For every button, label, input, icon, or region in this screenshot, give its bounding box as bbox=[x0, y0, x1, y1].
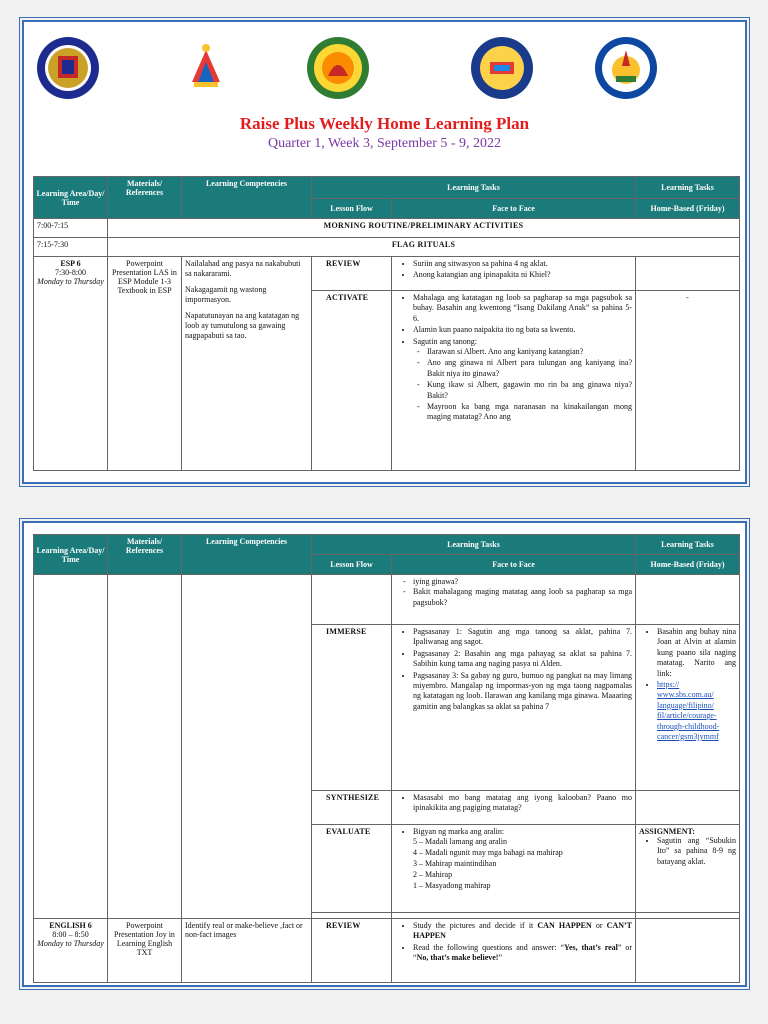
document-page-2 bbox=[22, 521, 747, 987]
sub-item: - Mayroon ka bang mga naranasan na kinakailangan mong maging matatag? Ano ang bbox=[427, 402, 632, 423]
learning-plan-table-continued bbox=[33, 534, 740, 983]
col-tasks-home: Learning Tasks bbox=[636, 177, 740, 199]
division-icon bbox=[306, 36, 370, 100]
col-area: Learning Area/Day/ Time bbox=[34, 535, 108, 575]
competency: Nakagagamit ng wastong impormasyon. bbox=[185, 285, 267, 304]
school-icon bbox=[594, 36, 658, 100]
list-item: • Pagsasanay 2: Basahin ang mga pahayag sa aklat sa pahina 7. Sabihin kung tama ang naging pasya ni Alden. bbox=[413, 649, 632, 670]
col-tasks: Learning Tasks bbox=[312, 177, 636, 199]
competency: Napatutunayan na ang katatagan ng loob ay tumutulong sa gawaing nagpapabuti sa tao. bbox=[185, 311, 300, 340]
home-cell bbox=[636, 257, 740, 291]
list-item-text: Bigyan ng marka ang aralin: bbox=[413, 827, 505, 836]
text: or bbox=[591, 921, 607, 930]
sub-item: - Bakit mahalagang maging matatag aang loob sa pagharap sa mga pagsubok? bbox=[413, 587, 632, 608]
activate-content-cont bbox=[392, 575, 636, 625]
esp-area-cell bbox=[34, 257, 108, 471]
list-item: • Suriin ang sitwasyon sa pahina 4 ng aklat. bbox=[413, 259, 632, 269]
home-cell bbox=[636, 919, 740, 983]
home-cell bbox=[636, 575, 740, 625]
list-item: • Pagsasanay 3: Sa gabay ng guro, bumuo ng pangkat na may limang miyembro. Mangalap ng impormas-yon ng mga taong nagpamalas ng katatagan ng loob. Ilarawan ang kanilang mga ginawa. Maaaring gamitin ang balangkas sa aklat sa pahina 7 bbox=[413, 671, 632, 713]
col-competencies: Learning Competencies bbox=[182, 535, 312, 575]
col-face: Face to Face bbox=[392, 199, 636, 219]
list-item: • Pagsasanay 1: Sagutin ang mga tanong sa aklat, pahina 7. Ipaliwanag ang sagot. bbox=[413, 627, 632, 648]
evaluate-content bbox=[392, 825, 636, 913]
col-lesson-flow: Lesson Flow bbox=[312, 199, 392, 219]
english-review-content bbox=[392, 919, 636, 983]
rating-item: 5 – Madali lamang ang aralin bbox=[413, 837, 507, 847]
area-days: Monday to Thursday bbox=[37, 939, 104, 948]
text: Read the following questions and answer: “ bbox=[413, 942, 565, 952]
list-item: • Basahin ang buhay nina Joan at Alvin at alamin kung paano sila naging matatag. Narito ang link: bbox=[657, 627, 736, 679]
synthesize-content bbox=[392, 791, 636, 825]
emphasis: CAN’T HAPPEN bbox=[413, 921, 633, 941]
list-item bbox=[413, 943, 632, 964]
flag-label: FLAG RITUALS bbox=[108, 238, 740, 257]
logo-row bbox=[24, 36, 745, 116]
area-name: ENGLISH 6 bbox=[49, 921, 92, 930]
competencies-cell bbox=[182, 575, 312, 919]
text: ” or “ bbox=[413, 942, 633, 963]
sub-item: - Kung ikaw si Albert, gagawin mo rin ba ang ginawa niya? Bakit? bbox=[427, 380, 632, 401]
col-home: Home-Based (Friday) bbox=[636, 555, 740, 575]
assignment-label: ASSIGNMENT bbox=[639, 827, 693, 836]
english-area-cell bbox=[34, 919, 108, 983]
area-name: ESP 6 bbox=[60, 259, 81, 268]
time-cell: 7:15-7:30 bbox=[34, 238, 108, 257]
district-icon bbox=[470, 36, 534, 100]
lesson-flow-synthesize: SYNTHESIZE bbox=[312, 791, 392, 825]
lesson-flow-activate: ACTIVATE bbox=[312, 291, 392, 471]
sub-item: - Ilarawan si Albert. Ano ang kaniyang katangian? bbox=[427, 347, 632, 357]
text: Study the pictures and decide if it bbox=[413, 921, 538, 930]
list-item bbox=[413, 921, 632, 942]
lesson-flow-cell bbox=[312, 575, 392, 625]
deped-icon bbox=[174, 36, 238, 100]
col-competencies: Learning Competencies bbox=[182, 177, 312, 219]
emphasis: CAN HAPPEN bbox=[537, 921, 592, 930]
rating-item: 2 – Mahirap bbox=[413, 869, 453, 879]
col-materials: Materials/ References bbox=[108, 535, 182, 575]
emphasis: Yes, that’s real bbox=[564, 942, 618, 952]
immerse-content bbox=[392, 625, 636, 791]
plan-title: Raise Plus Weekly Home Learning Plan bbox=[239, 114, 530, 133]
rating-scale bbox=[413, 837, 632, 891]
col-area: Learning Area/Day/ Time bbox=[34, 177, 108, 219]
area-time: 8:00 – 8:50 bbox=[52, 930, 89, 939]
seal-icon bbox=[36, 36, 100, 100]
time-cell: 7:00-7:15 bbox=[34, 219, 108, 238]
rating-item: 3 – Mahirap maintindihan bbox=[413, 858, 497, 868]
routine-label: MORNING ROUTINE/PRELIMINARY ACTIVITIES bbox=[108, 219, 740, 238]
list-item: • Masasabi mo bang matatag ang iyong kalooban? Paano mo ipinakikita ang pagiging matatag? bbox=[413, 793, 632, 814]
sub-item: - Ano ang ginawa ni Albert para tulungan ang kaniyang ina? Bakit niya ito ginawa? bbox=[427, 358, 632, 379]
list-item bbox=[413, 827, 632, 891]
english-materials: Powerpoint Presentation Joy in Learning English TXT bbox=[108, 919, 182, 983]
rating-item: 4 – Madali ngunit may mga bahagi na mahirap bbox=[413, 848, 563, 858]
esp-competencies bbox=[182, 257, 312, 471]
sub-item: - iying ginawa? bbox=[413, 577, 632, 587]
assignment-heading: ASSIGNMENT: bbox=[639, 827, 695, 836]
document-page-1 bbox=[22, 20, 747, 484]
assignment-cell bbox=[636, 825, 740, 913]
list-item: • Alamin kun paano naipakita ito ng bata sa kwento. bbox=[413, 325, 632, 335]
list-item: • Anong katangian ang ipinapakita ni Khiel? bbox=[413, 270, 632, 280]
article-link[interactable]: https:// www.sbs.com.au/ language/filipino/ fil/article/courage-through-childhood-cancer/gsm3jymmf bbox=[657, 679, 720, 741]
lesson-flow-immerse: IMMERSE bbox=[312, 625, 392, 791]
learning-plan-table bbox=[33, 176, 740, 471]
emphasis: No, that’s make believe! bbox=[416, 953, 499, 963]
home-cell bbox=[636, 791, 740, 825]
col-home: Home-Based (Friday) bbox=[636, 199, 740, 219]
col-lesson-flow: Lesson Flow bbox=[312, 555, 392, 575]
col-materials: Materials/ References bbox=[108, 177, 182, 219]
esp-materials: Powerpoint Presentation LAS in ESP Module 1-3 Textbook in ESP bbox=[108, 257, 182, 471]
lesson-flow-evaluate: EVALUATE bbox=[312, 825, 392, 913]
review-content bbox=[392, 257, 636, 291]
home-cell: - bbox=[636, 291, 740, 471]
lesson-flow-review: REVIEW bbox=[312, 919, 392, 983]
competency: Nailalahad ang pasya na nakabubuti sa nakararami. bbox=[185, 259, 301, 278]
area-days: Monday to Thursday bbox=[37, 277, 104, 286]
lesson-flow-review: REVIEW bbox=[312, 257, 392, 291]
text: ” bbox=[498, 953, 503, 963]
col-face: Face to Face bbox=[392, 555, 636, 575]
area-time: 7:30-8:00 bbox=[54, 268, 87, 277]
plan-subtitle: Quarter 1, Week 3, September 5 - 9, 2022 bbox=[267, 136, 502, 151]
area-cell bbox=[34, 575, 108, 919]
list-item bbox=[657, 680, 736, 742]
activate-content bbox=[392, 291, 636, 471]
col-tasks: Learning Tasks bbox=[312, 535, 636, 555]
col-tasks-home: Learning Tasks bbox=[636, 535, 740, 555]
materials-cell bbox=[108, 575, 182, 919]
list-item: • Mahalaga ang katatagan ng loob sa pagharap sa mga pagsubok sa buhay. Basahin ang kwentong “Isang Dakilang Anak” sa pahina 5-6. bbox=[413, 293, 632, 324]
english-competency: Identify real or make-believe ,fact or non-fact images bbox=[182, 919, 312, 983]
immerse-home bbox=[636, 625, 740, 791]
rating-item: 1 – Masyadong mahirap bbox=[413, 880, 491, 890]
list-item: • Sagutin ang “Subukin Ito” sa pahina 8-9 ng batayang aklat. bbox=[657, 836, 736, 867]
list-item-text: Sagutin ang tanong: bbox=[413, 336, 477, 346]
list-item bbox=[413, 337, 632, 423]
